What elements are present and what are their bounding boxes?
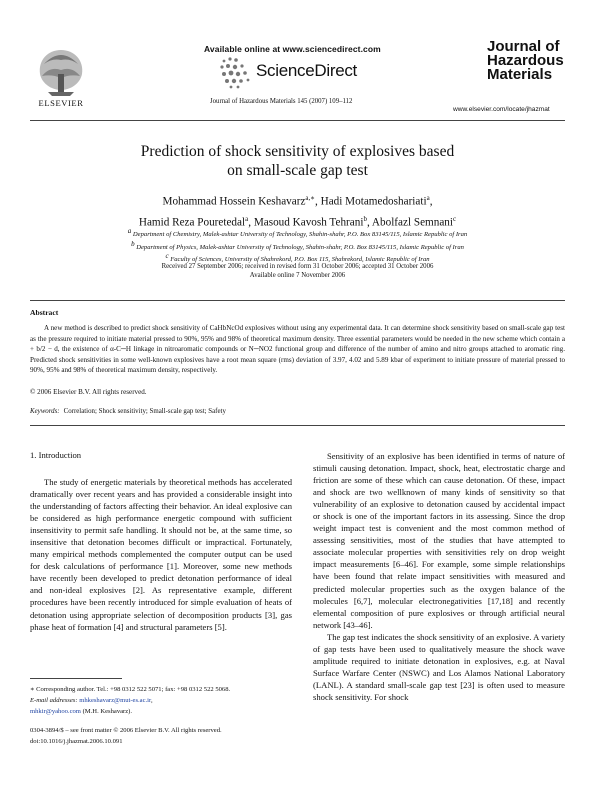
author-name: Abolfazl Semnani (371, 216, 454, 229)
affiliation-line: $^c$ Faculty of Sciences, University of Shahrekord, P.O. Box 115, Shahrekord, Islamic Republic of Iran (165, 252, 430, 264)
body-paragraph: The gap test indicates the shock sensitivity of an explosive. A variety of gap tests have been used to qualitatively measure the shock wave amplitude required to initiate detonation in explosives, e.g. at Naval Surface Warfare Center (NSWC) and Los Alamos National Laboratory (LANL). A standard small-scale gap test [23] is often used to measure shock sensitivity. For shock (313, 631, 565, 702)
body-paragraph: The study of energetic materials by theoretical methods has accelerated dramatically over recent years and has provided a considerable insight into the understanding of factors affecting their behavior. An ideal explosive can be considered as high performance energetic compound with sufficient insensitivity to permit safe handling. It should not be, at the same time, so insensitive that detonation becomes difficult or impractical. Fortunately, many empirical methods complemented the computer output can be used for desk calculations of performance [1]. Moreover, some new methods have recently been developed to predict detonation performance of ideal and non-ideal explosives [2]. As representative example, different procedures have been recently introduced for simple evaluation of heats of detonation using appropriate selection of decomposition products [3], gas phase heat of formation [4] and structural parameters [5]. (30, 477, 292, 632)
keywords-label: Keywords: (30, 408, 60, 415)
article-title (30, 142, 565, 180)
corresponding-footnote: ∗ Corresponding author. Tel.: +98 0312 522 5071; fax: +98 0312 522 5068. E-mail addresses: mhkeshavarz@mut-es.ac.ir, mhkir@yahoo.com (M.H. Keshavarz). (30, 684, 292, 717)
keywords-list: Correlation; Shock sensitivity; Small-scale gap test; Safety (63, 408, 226, 415)
author-name: Mohammad Hossein Keshavarz (162, 195, 306, 208)
front-matter (30, 726, 222, 747)
affiliation-line: $^b$ Department of Physics, Malek-ashtar University of Technology, Shahin-shahr, P.O. Box 83145/115, Islamic Republic of Iran (131, 239, 464, 251)
section-heading: 1. Introduction (30, 450, 82, 460)
affiliation-line: $^a$ Department of Chemistry, Malek-ashtar University of Technology, Shahin-shahr, P.O. Box 83145/115, Islamic Republic of Iran (127, 227, 468, 239)
sciencedirect-dots-icon (216, 55, 256, 89)
article-title-line: on small-scale gap test (227, 162, 368, 179)
author-sup[interactable]: a,∗ (305, 194, 316, 202)
journal-url[interactable]: www.elsevier.com/locate/jhazmat (453, 106, 550, 113)
article-dates (30, 262, 565, 280)
affiliations (30, 227, 565, 265)
email-link[interactable]: mhkeshavarz@mut-es.ac.ir (79, 697, 151, 704)
journal-title-line: Materials (487, 66, 553, 83)
abstract-heading: Abstract (30, 308, 59, 317)
issn-line: 0304-3894/$ – see front matter © 2006 Elsevier B.V. All rights reserved. (30, 727, 222, 734)
right-column (313, 450, 565, 703)
sciencedirect-logo-text: ScienceDirect (256, 61, 357, 80)
footnote-divider (30, 678, 122, 679)
publisher-name: ELSEVIER (38, 98, 84, 108)
author-name: Hadi Motamedoshariati (320, 195, 427, 208)
keywords-divider (30, 425, 565, 426)
author-name: Masoud Kavosh Tehrani (253, 216, 364, 229)
journal-title (487, 40, 565, 82)
journal-title-line: Hazardous (487, 52, 564, 69)
journal-citation: Journal of Hazardous Materials 145 (2007) 109–112 (210, 98, 353, 105)
available-online-text[interactable]: Available online at www.sciencedirect.com (204, 44, 381, 54)
author-sup[interactable]: a (245, 214, 249, 223)
abstract-divider (30, 300, 565, 301)
author-name: Hamid Reza Pouretedal (138, 216, 246, 229)
email-label: E-mail addresses: (30, 697, 78, 704)
article-title-line: Prediction of shock sensitivity of explosives based (140, 143, 455, 160)
author-sup[interactable]: b (363, 214, 367, 223)
body-paragraph: Sensitivity of an explosive has been identified in terms of nature of stimuli causing detonation. Impact, shock, heat, electrostatic charge and friction are some of these which can cause detonation. Of these, impact and shock are two wellknown of many kinds of sensitivity so that vulnerability of an explosive to detonation caused by accidental impact or shock is one of the important factors in its assessing. Since the drop weight impact test is convenient and the most common method of assessing sensitivities, most of the studies that have attempted to associate molecular properties with sensitivities rely on drop weight impact measurements [6–46]. For example, some simple relationships have been found that relate impact sensitivities with measured and predicted molecular properties such as the oxygen balance of the molecules [6,7], molecular electronegativities [17,18] and recently elemental composition of pure explosives or through artificial neural network [43–46]. (313, 451, 565, 630)
email-link[interactable]: mhkir@yahoo.com (30, 708, 81, 715)
author-list: Mohammad Hossein Keshavarz$^{a,∗}$, Hadi Motamedoshariati$^a$, Hamid Reza Pouretedal$^a$, Masoud Kavosh Tehrani$^b$, Abolfazl Semnani$^c$ (138, 194, 457, 229)
author-sup[interactable]: a (426, 194, 430, 202)
keywords (30, 408, 226, 415)
online-date: Available online 7 November 2006 (249, 272, 346, 279)
journal-title-line: Journal of (487, 38, 560, 55)
abstract-body: A new method is described to predict shock sensitivity of CaHbNcOd explosives without using any experimental data. It can determine shock sensitivity based on small-scale gap test as the pressure required to initiate material pressed to 90%, 95% and 98% of theoretical maximum density. Three essential parameters would be needed in the new scheme which contain a + b/2 − d, the existence of α-C─H linkage in nitroaromatic compounds or N─NO2 functional group and difference of the number of amino and nitro groups attached to aromatic ring. Predicted shock sensitivities in some well-known explosives have a root mean square (rms) deviation of 3.97, 4.02 and 5.89 kbar of experiment to initiate pressure of material pressed to 90%, 95% and 98% of theoretical maximum density, respectively. (30, 324, 565, 374)
received-dates: Received 27 September 2006; received in revised form 31 October 2006; accepted 31 October 2006 (161, 263, 434, 270)
author-sup[interactable]: c (453, 214, 457, 223)
left-column (30, 476, 292, 633)
abstract-copyright: © 2006 Elsevier B.V. All rights reserved. (30, 388, 147, 396)
corresponding-author: ∗ Corresponding author. Tel.: +98 0312 522 5071; fax: +98 0312 522 5068. (30, 686, 231, 693)
header-divider (30, 120, 565, 121)
doi-line[interactable]: doi:10.1016/j.jhazmat.2006.10.091 (30, 737, 123, 745)
